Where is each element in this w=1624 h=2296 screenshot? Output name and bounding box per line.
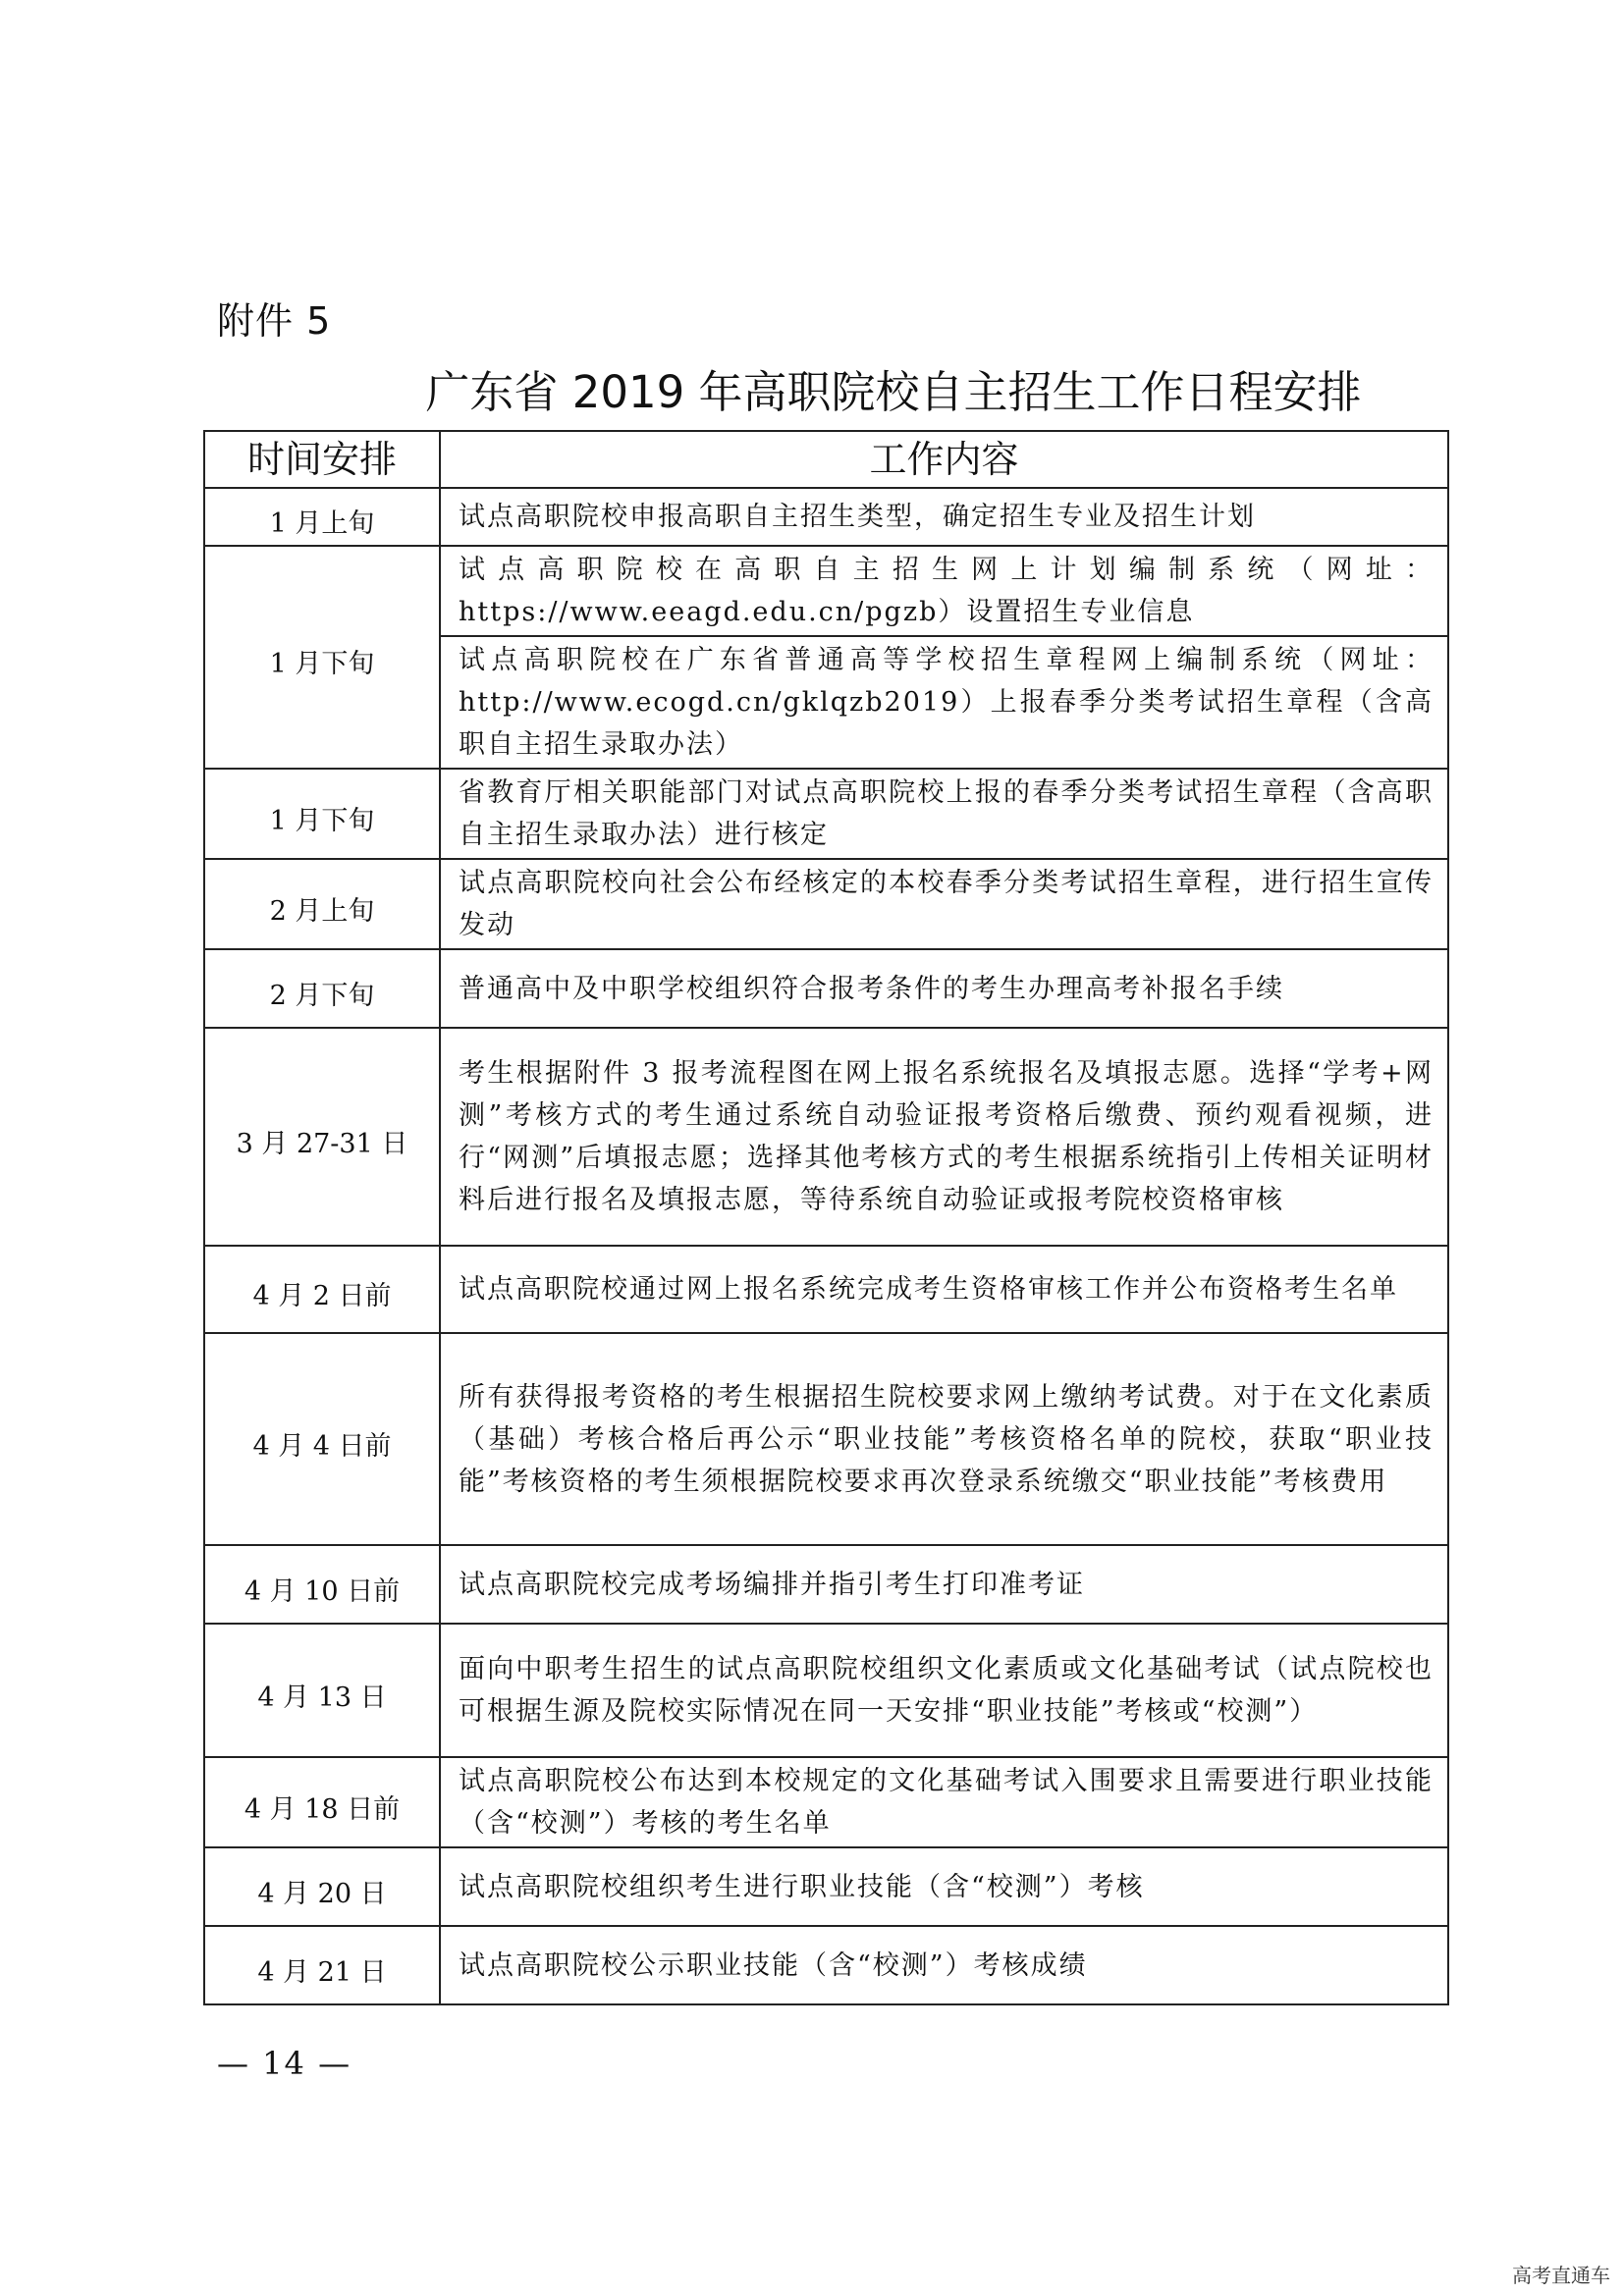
row-content: 所有获得报考资格的考生根据招生院校要求网上缴纳考试费。对于在文化素质（基础）考核合格后再公示“职业技能”考核资格名单的院校，获取“职业技能”考核资格的考生须根据院校要求再次登录系统缴交“职业技能”考核费用 — [440, 1333, 1448, 1545]
row-content: 面向中职考生招生的试点高职院校组织文化素质或文化基础考试（试点院校也可根据生源及院校实际情况在同一天安排“职业技能”考核或“校测”） — [440, 1624, 1448, 1757]
table-row — [204, 1028, 1448, 1246]
table-row — [204, 1926, 1448, 2004]
row-time: 4 月 13 日 — [204, 1624, 440, 1757]
table-row — [204, 1246, 1448, 1333]
row-content: 试点高职院校通过网上报名系统完成考生资格审核工作并公布资格考生名单 — [440, 1246, 1448, 1333]
row-time: 4 月 2 日前 — [204, 1246, 440, 1333]
table-row — [204, 859, 1448, 949]
table-row — [204, 949, 1448, 1028]
table-row — [204, 1333, 1448, 1545]
row-content: 试点高职院校申报高职自主招生类型，确定招生专业及招生计划 — [440, 488, 1448, 546]
header-time: 时间安排 — [204, 431, 440, 488]
table-header-row — [204, 431, 1448, 488]
table-row — [204, 1757, 1448, 1847]
table-row — [204, 488, 1448, 546]
document-title: 广东省 2019 年高职院校自主招生工作日程安排 — [425, 366, 1362, 418]
row-time: 1 月下旬 — [204, 769, 440, 859]
row-time: 2 月下旬 — [204, 949, 440, 1028]
row-time: 4 月 21 日 — [204, 1926, 440, 2004]
row-content: 试点高职院校向社会公布经核定的本校春季分类考试招生章程，进行招生宣传发动 — [440, 859, 1448, 949]
row-content: 试点高职院校完成考场编排并指引考生打印准考证 — [440, 1545, 1448, 1624]
row-time: 3 月 27-31 日 — [204, 1028, 440, 1246]
row-time: 1 月上旬 — [204, 488, 440, 546]
row-time: 4 月 18 日前 — [204, 1757, 440, 1847]
row-content: 试点高职院校公布达到本校规定的文化基础考试入围要求且需要进行职业技能（含“校测”）考核的考生名单 — [440, 1757, 1448, 1847]
table-row — [204, 546, 1448, 636]
row-content: 试点高职院校在高职自主招生网上计划编制系统（网址：https://www.eeagd.edu.cn/pgzb）设置招生专业信息 — [440, 546, 1448, 636]
row-content: 试点高职院校组织考生进行职业技能（含“校测”）考核 — [440, 1847, 1448, 1926]
row-content: 普通高中及中职学校组织符合报考条件的考生办理高考补报名手续 — [440, 949, 1448, 1028]
attachment-label: 附件 5 — [217, 299, 332, 343]
schedule-table — [203, 430, 1449, 2005]
row-time: 4 月 20 日 — [204, 1847, 440, 1926]
row-content: 考生根据附件 3 报考流程图在网上报名系统报名及填报志愿。选择“学考+网测”考核方式的考生通过系统自动验证报考资格后缴费、预约观看视频，进行“网测”后填报志愿；选择其他考核方式的考生根据系统指引上传相关证明材料后进行报名及填报志愿，等待系统自动验证或报考院校资格审核 — [440, 1028, 1448, 1246]
table-row — [204, 769, 1448, 859]
row-content: 试点高职院校公示职业技能（含“校测”）考核成绩 — [440, 1926, 1448, 2004]
page-number: — 14 — — [217, 2045, 352, 2082]
row-content: 省教育厅相关职能部门对试点高职院校上报的春季分类考试招生章程（含高职自主招生录取办法）进行核定 — [440, 769, 1448, 859]
header-content: 工作内容 — [440, 431, 1448, 488]
table-row — [204, 1847, 1448, 1926]
row-time: 4 月 4 日前 — [204, 1333, 440, 1545]
row-time: 2 月上旬 — [204, 859, 440, 949]
row-content: 试点高职院校在广东省普通高等学校招生章程网上编制系统（网址：http://www.ecogd.cn/gklqzb2019）上报春季分类考试招生章程（含高职自主招生录取办法） — [440, 636, 1448, 769]
watermark: 高考直通车 — [1512, 2264, 1610, 2287]
row-time: 1 月下旬 — [204, 546, 440, 769]
row-time: 4 月 10 日前 — [204, 1545, 440, 1624]
table-row — [204, 1545, 1448, 1624]
table-row — [204, 1624, 1448, 1757]
